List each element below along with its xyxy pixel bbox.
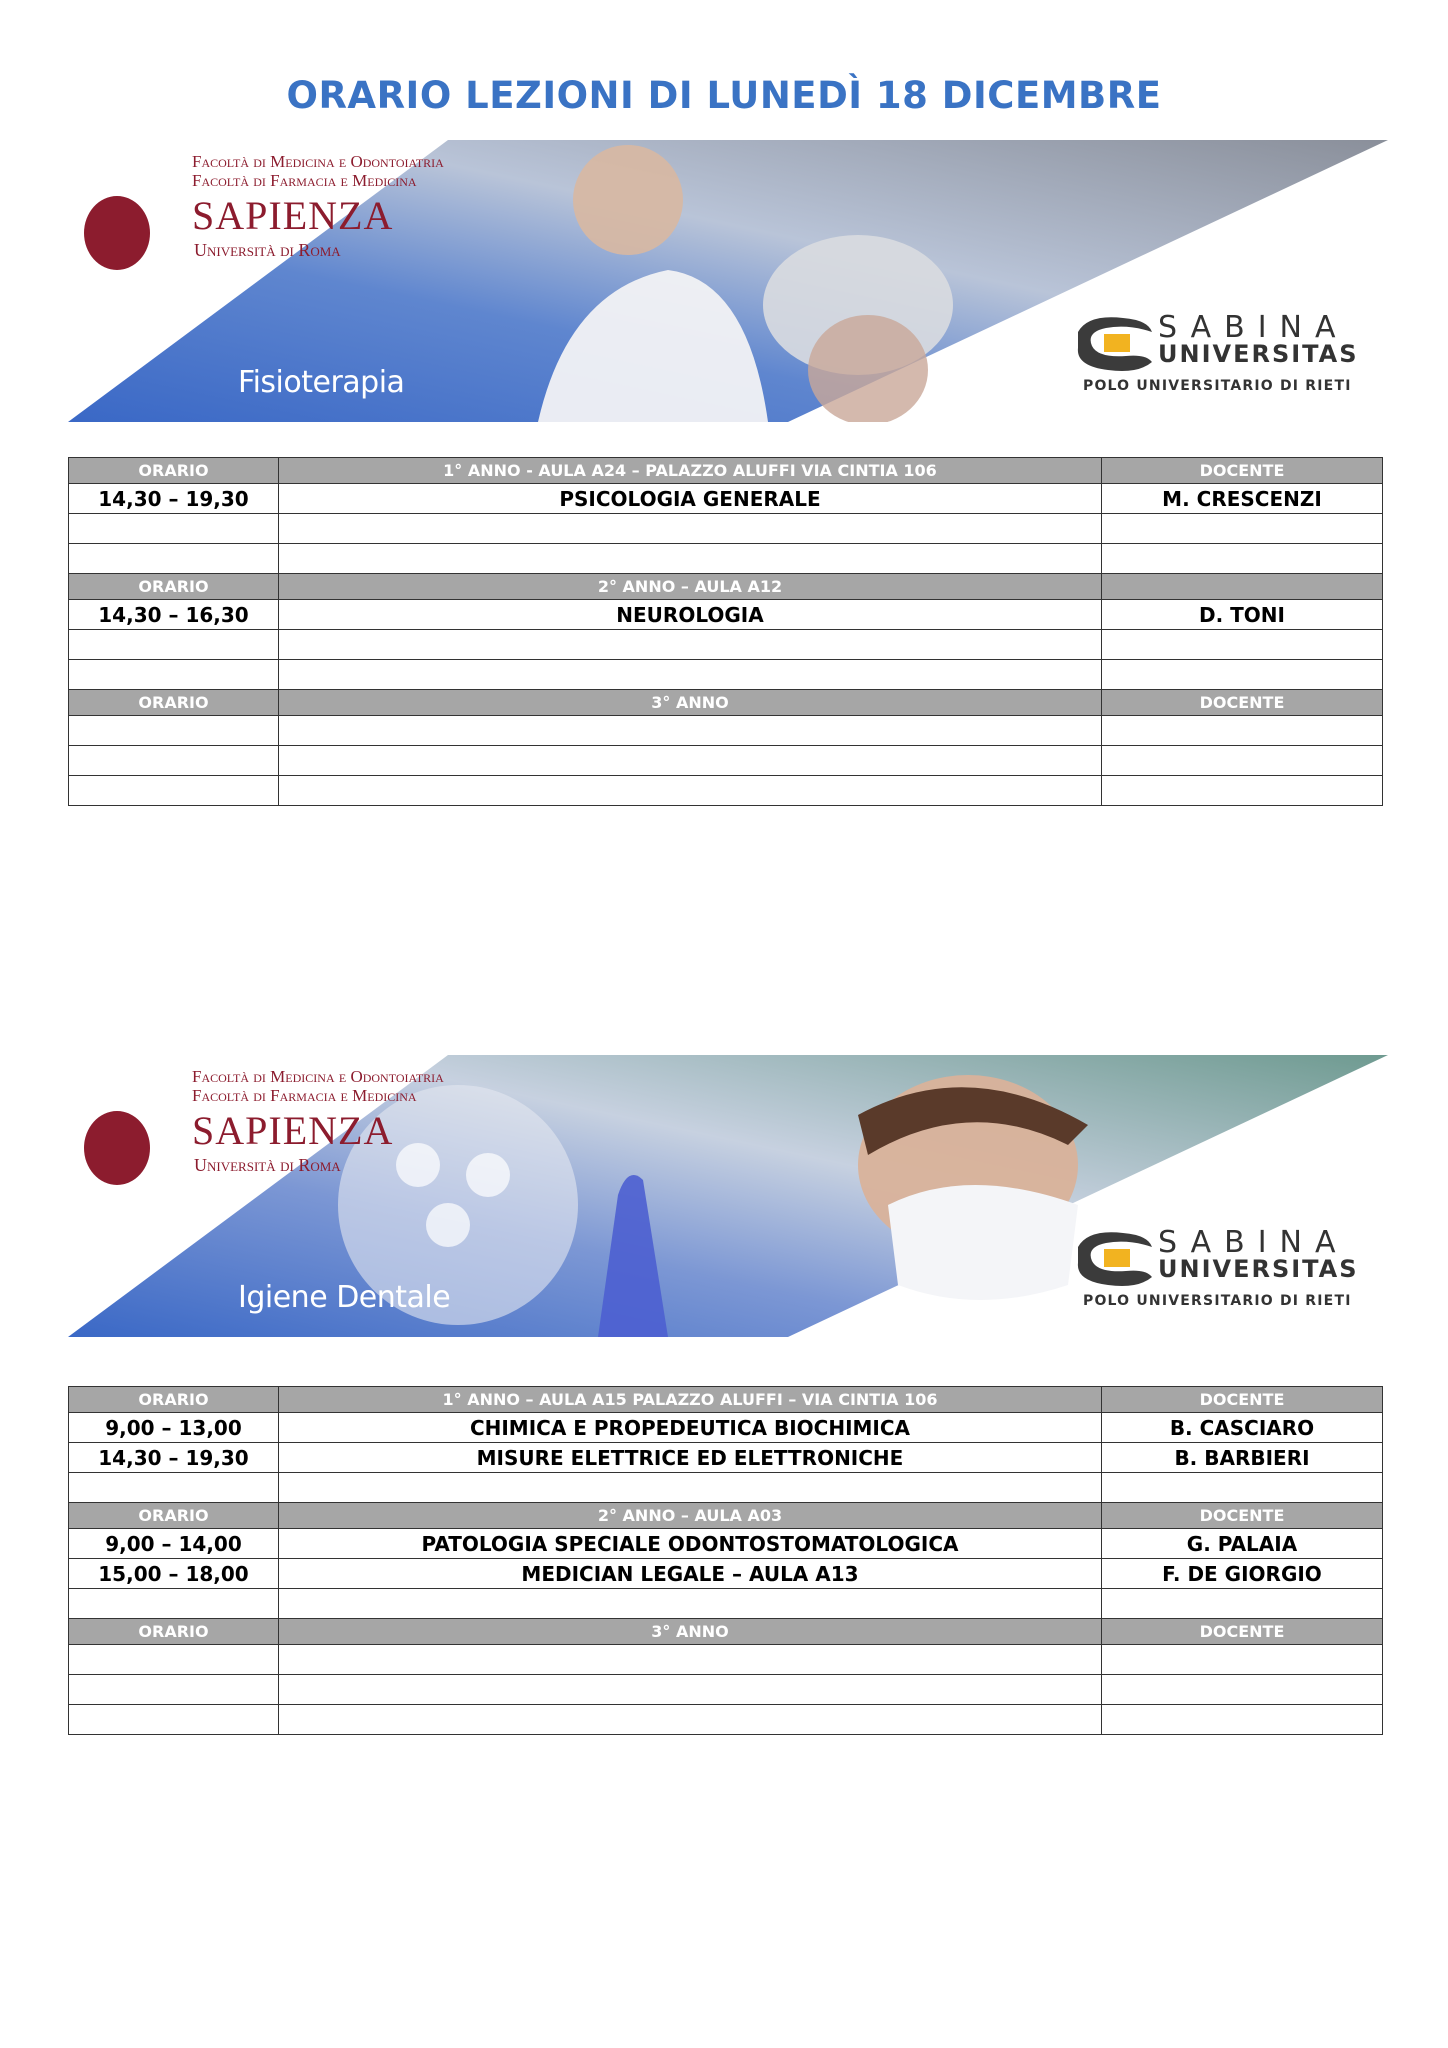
sapienza-seal-icon	[84, 196, 150, 270]
table-row	[69, 600, 1383, 630]
igiene-dentale-banner	[68, 1055, 1388, 1337]
header-cell: 1° ANNO - AULA A24 – PALAZZO ALUFFI VIA CINTIA 106	[279, 458, 1102, 484]
course-cell	[279, 660, 1102, 690]
time-cell: 15,00 – 18,00	[69, 1559, 279, 1589]
course-cell	[279, 1675, 1102, 1705]
sabina-universitas-logo	[1068, 310, 1368, 400]
course-cell	[279, 716, 1102, 746]
header-cell: ORARIO	[69, 574, 279, 600]
table-row	[69, 1589, 1383, 1619]
teacher-cell: F. DE GIORGIO	[1102, 1559, 1383, 1589]
table-row	[69, 1529, 1383, 1559]
header-cell: DOCENTE	[1102, 458, 1383, 484]
header-cell: DOCENTE	[1102, 690, 1383, 716]
time-cell	[69, 1675, 279, 1705]
course-cell	[279, 1705, 1102, 1735]
university-subtitle: Università di Roma	[194, 1155, 341, 1175]
teacher-cell	[1102, 1589, 1383, 1619]
header-cell	[1102, 574, 1383, 600]
teacher-cell	[1102, 716, 1383, 746]
sapienza-logo	[84, 1067, 504, 1207]
course-cell: MISURE ELETTRICE ED ELETTRONICHE	[279, 1443, 1102, 1473]
header-cell: ORARIO	[69, 1619, 279, 1645]
header-cell: 3° ANNO	[279, 690, 1102, 716]
teacher-cell	[1102, 1645, 1383, 1675]
time-cell	[69, 630, 279, 660]
fisioterapia-banner	[68, 140, 1388, 422]
course-cell	[279, 776, 1102, 806]
time-cell: 14,30 – 16,30	[69, 600, 279, 630]
table-header-row	[69, 1503, 1383, 1529]
teacher-cell	[1102, 660, 1383, 690]
teacher-cell: B. BARBIERI	[1102, 1443, 1383, 1473]
header-cell: 1° ANNO – AULA A15 PALAZZO ALUFFI – VIA CINTIA 106	[279, 1387, 1102, 1413]
university-name: SAPIENZA	[192, 1108, 394, 1153]
university-subtitle: Università di Roma	[194, 240, 341, 260]
time-cell: 9,00 – 14,00	[69, 1529, 279, 1559]
header-cell: ORARIO	[69, 690, 279, 716]
teacher-cell	[1102, 514, 1383, 544]
header-cell: 3° ANNO	[279, 1619, 1102, 1645]
course-cell	[279, 544, 1102, 574]
course-cell	[279, 1589, 1102, 1619]
university-name: SAPIENZA	[192, 193, 394, 238]
polo-name-line-2: UNIVERSITAS	[1158, 1255, 1359, 1283]
header-cell: 2° ANNO – AULA A12	[279, 574, 1102, 600]
course-cell: MEDICIAN LEGALE – AULA A13	[279, 1559, 1102, 1589]
teacher-cell: M. CRESCENZI	[1102, 484, 1383, 514]
table-header-row	[69, 1387, 1383, 1413]
time-cell	[69, 716, 279, 746]
course-cell: CHIMICA E PROPEDEUTICA BIOCHIMICA	[279, 1413, 1102, 1443]
table-row	[69, 746, 1383, 776]
table-row	[69, 660, 1383, 690]
table-row	[69, 1413, 1383, 1443]
course-cell	[279, 514, 1102, 544]
teacher-cell: B. CASCIARO	[1102, 1413, 1383, 1443]
table-row	[69, 630, 1383, 660]
teacher-cell	[1102, 1675, 1383, 1705]
teacher-cell	[1102, 1705, 1383, 1735]
time-cell: 9,00 – 13,00	[69, 1413, 279, 1443]
faculty-line-1: Facoltà di Medicina e Odontoiatria	[192, 1067, 444, 1086]
table-row	[69, 1675, 1383, 1705]
time-cell	[69, 1473, 279, 1503]
course-name: Igiene Dentale	[238, 1280, 451, 1315]
course-cell: PSICOLOGIA GENERALE	[279, 484, 1102, 514]
time-cell	[69, 746, 279, 776]
sabina-universitas-logo	[1068, 1225, 1368, 1315]
time-cell	[69, 1645, 279, 1675]
course-name: Fisioterapia	[238, 365, 405, 400]
table-header-row	[69, 1619, 1383, 1645]
course-cell: PATOLOGIA SPECIALE ODONTOSTOMATOLOGICA	[279, 1529, 1102, 1559]
table-row	[69, 1559, 1383, 1589]
fisioterapia-schedule-table	[68, 457, 1383, 806]
sapienza-seal-icon	[84, 1111, 150, 1185]
table-row	[69, 484, 1383, 514]
polo-name-line-1: SABINA	[1158, 1225, 1349, 1260]
course-cell	[279, 746, 1102, 776]
polo-name-line-1: SABINA	[1158, 310, 1349, 345]
faculty-line-2: Facoltà di Farmacia e Medicina	[192, 1086, 417, 1105]
time-cell	[69, 660, 279, 690]
header-cell: DOCENTE	[1102, 1619, 1383, 1645]
course-cell: NEUROLOGIA	[279, 600, 1102, 630]
faculty-line-1: Facoltà di Medicina e Odontoiatria	[192, 152, 444, 171]
teacher-cell: G. PALAIA	[1102, 1529, 1383, 1559]
header-cell: ORARIO	[69, 458, 279, 484]
time-cell	[69, 1589, 279, 1619]
time-cell	[69, 544, 279, 574]
teacher-cell	[1102, 544, 1383, 574]
polo-name-line-3: POLO UNIVERSITARIO DI RIETI	[1083, 1293, 1352, 1309]
teacher-cell	[1102, 1473, 1383, 1503]
table-row	[69, 1645, 1383, 1675]
table-row	[69, 1705, 1383, 1735]
table-header-row	[69, 690, 1383, 716]
time-cell	[69, 1705, 279, 1735]
faculty-line-2: Facoltà di Farmacia e Medicina	[192, 171, 417, 190]
teacher-cell	[1102, 746, 1383, 776]
sabina-book-icon	[1068, 1227, 1156, 1287]
teacher-cell: D. TONI	[1102, 600, 1383, 630]
igiene-dentale-schedule-table	[68, 1386, 1383, 1735]
header-cell: ORARIO	[69, 1387, 279, 1413]
time-cell	[69, 514, 279, 544]
time-cell: 14,30 – 19,30	[69, 484, 279, 514]
time-cell	[69, 776, 279, 806]
page-title: ORARIO LEZIONI DI LUNEDÌ 18 DICEMBRE	[286, 74, 1162, 117]
teacher-cell	[1102, 630, 1383, 660]
header-cell: ORARIO	[69, 1503, 279, 1529]
table-row	[69, 776, 1383, 806]
header-cell: DOCENTE	[1102, 1387, 1383, 1413]
time-cell: 14,30 – 19,30	[69, 1443, 279, 1473]
header-cell: 2° ANNO – AULA A03	[279, 1503, 1102, 1529]
table-row	[69, 1443, 1383, 1473]
table-row	[69, 514, 1383, 544]
course-cell	[279, 630, 1102, 660]
table-row	[69, 544, 1383, 574]
table-row	[69, 1473, 1383, 1503]
header-cell: DOCENTE	[1102, 1503, 1383, 1529]
table-header-row	[69, 458, 1383, 484]
polo-name-line-3: POLO UNIVERSITARIO DI RIETI	[1083, 378, 1352, 394]
table-header-row	[69, 574, 1383, 600]
sabina-book-icon	[1068, 312, 1156, 372]
polo-name-line-2: UNIVERSITAS	[1158, 340, 1359, 368]
teacher-cell	[1102, 776, 1383, 806]
course-cell	[279, 1473, 1102, 1503]
course-cell	[279, 1645, 1102, 1675]
table-row	[69, 716, 1383, 746]
sapienza-logo	[84, 152, 504, 292]
